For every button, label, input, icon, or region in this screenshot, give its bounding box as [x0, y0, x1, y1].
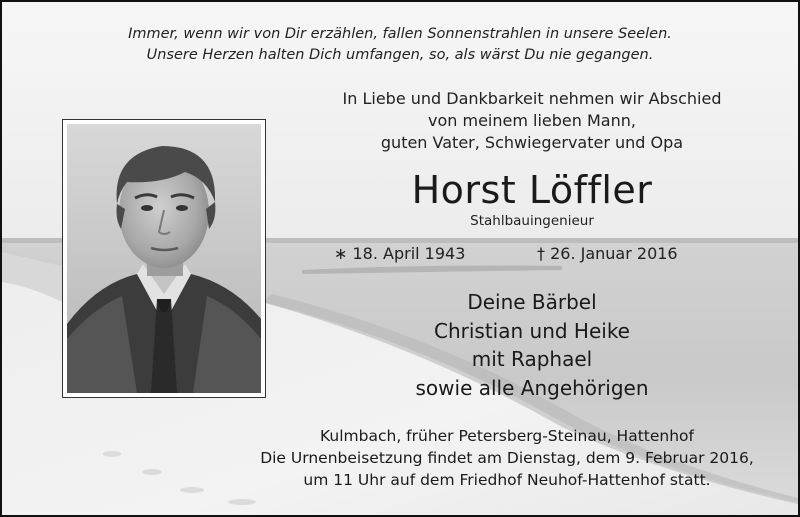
quote-line-2: Unsere Herzen halten Dich umfangen, so, als wärst Du nie gegangen. [146, 47, 654, 63]
farewell-intro [272, 88, 792, 154]
birth-date: ∗ 18. April 1943 [334, 244, 466, 263]
deceased-name: Horst Löffler [411, 168, 653, 212]
portrait-photo [67, 124, 261, 393]
quote-line-1: Immer, wenn wir von Dir erzählen, fallen Sonnenstrahlen in unsere Seelen. [128, 26, 672, 42]
intro-line-2: von meinem lieben Mann, [428, 111, 636, 130]
portrait-frame [62, 119, 266, 398]
intro-line-1: In Liebe und Dankbarkeit nehmen wir Abschied [342, 89, 722, 108]
mourner-line-1: Deine Bärbel [467, 290, 597, 314]
location-line: Kulmbach, früher Petersberg-Steinau, Hattenhof [320, 427, 694, 445]
ceremony-line-1: Die Urnenbeisetzung findet am Dienstag, dem 9. Februar 2016, [260, 449, 754, 467]
memorial-quote [2, 24, 798, 66]
intro-line-3: guten Vater, Schwiegervater und Opa [380, 133, 684, 152]
mourners-list [282, 288, 782, 402]
mourner-line-3: mit Raphael [471, 347, 593, 371]
death-date: † 26. Januar 2016 [537, 244, 678, 263]
ceremony-line-2: um 11 Uhr auf dem Friedhof Neuhof-Hattenhof statt. [303, 471, 711, 489]
mourner-line-2: Christian und Heike [433, 318, 630, 343]
deceased-profession: Stahlbauingenieur [470, 213, 594, 229]
mourner-line-4: sowie alle Angehörigen [415, 375, 649, 400]
funeral-details [212, 425, 800, 491]
